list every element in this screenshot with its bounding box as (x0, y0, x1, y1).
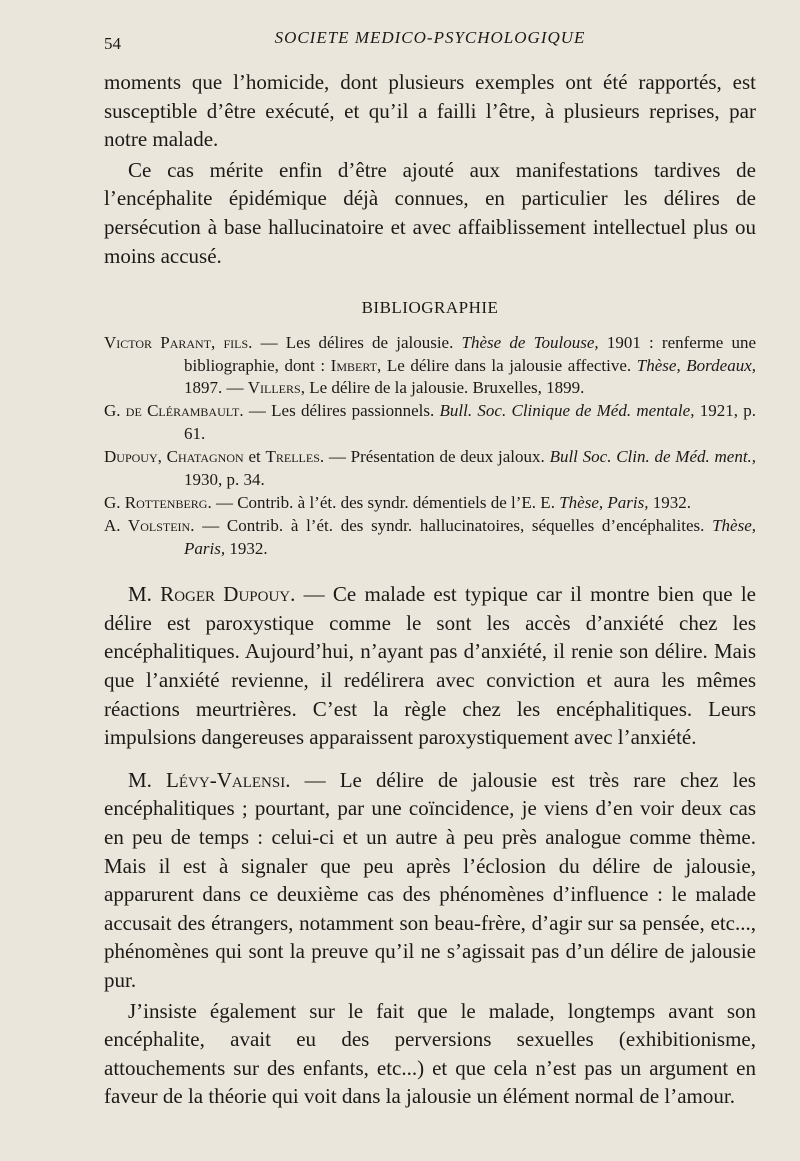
bib-rest: 1901 : renferme une bibliographie, dont : (184, 333, 756, 375)
bib-text: — Les délires de jalousie. (260, 333, 454, 353)
bib-source: Thèse, Paris, (184, 516, 756, 558)
bib-source: Bull Soc. Clin. de Méd. ment., (549, 447, 757, 467)
bib-text: — Contrib. à l’ét. des syndr. démentiels de l’E. E. (215, 493, 555, 512)
body-text (104, 68, 756, 1111)
bib-conjunction: et (248, 447, 261, 467)
discussion-paragraph (104, 997, 756, 1111)
bib-text: — Présentation de deux jaloux. (328, 447, 545, 467)
bib-author: G. de Clérambault. (104, 401, 244, 421)
bibliography-entry (104, 446, 756, 491)
bib-text: — Les délires passionnels. (248, 401, 435, 421)
speaker-text: J’insiste également sur le fait que le malade, longtemps avant son encéphalite, avait eu des perversions sexuelles (exhibitionisme, attouchements sur des enfants, etc...) et que cela n’est pas un argument en faveur de la théorie qui voit dans la jalousie un élément normal de l’amour. (104, 998, 756, 1109)
speaker-text: — Le délire de jalousie est très rare chez les encéphalitiques ; pourtant, par une coïncidence, je viens d’en voir deux cas en peu de temps : celui-ci et un autre à peu près analogue comme thème. Mais il est à signaler que peu après l’éclosion du délire de jalousie, apparurent dans ce deuxième cas des phénomènes d’influence : le malade accusait des étrangers, notamment son beau-frère, d’agir sur sa pensée, etc..., phénomènes qui sont la preuve qu’il ne s’agissait pas d’un délire de jalousie pur. (104, 767, 756, 992)
bibliography-entry (104, 400, 756, 445)
bib-author: Villers, (247, 377, 305, 397)
bibliography-title: BIBLIOGRAPHIE (361, 298, 499, 318)
paragraph-continued: moments que l’homicide, dont plusieurs exemples ont été rapportés, est susceptible d’être exécuté, et qu’il a failli l’être, à plusieurs reprises, par notre malade. (104, 70, 756, 152)
paragraph-conclusion: Ce cas mérite enfin d’être ajouté aux manifestations tardives de l’encéphalite épidémique déjà connues, en particulier les délires de persécution à base hallucinatoire et avec affaiblissement intellectuel plus ou moins accusé. (104, 157, 756, 268)
bib-author: Dupouy, Chatagnon (104, 447, 244, 467)
bib-author: Imbert, (330, 355, 382, 375)
bibliography-entry (104, 492, 756, 514)
bib-text: Le délire dans la jalousie affective. (386, 355, 632, 375)
bib-source: Thèse, Paris, (559, 493, 649, 512)
bib-author: G. Rottenberg. (104, 493, 212, 512)
bib-author: Victor Parant, fils. (104, 333, 253, 353)
bib-rest: 1932. (652, 493, 691, 512)
bib-source: Bull. Soc. Clinique de Méd. mentale, (439, 401, 695, 421)
page-number: 54 (104, 34, 121, 53)
bib-rest: 1930, p. 34. (184, 469, 265, 489)
running-head: SOCIETE MEDICO-PSYCHOLOGIQUE (274, 28, 586, 47)
bibliography-entry (104, 515, 756, 560)
bib-rest: 1932. (229, 538, 268, 558)
bib-text: — Contrib. à l’ét. des syndr. hallucinatoires, séquelles d’encéphalites. (202, 516, 705, 536)
speaker-text: — Ce malade est typique car il montre bien que le délire est paroxystique comme le sont les accès d’anxiété chez les encéphalitiques. Aujourd’hui, n’ayant pas d’anxiété, il renie son délire. Mais que l’anxiété revienne, il redélirera avec conviction et aura les mêmes réactions meurtrières. C’est la règle chez les encéphalitiques. Leurs impulsions dangereuses apparaissent paroxystiquement avec l’anxiété. (104, 582, 756, 750)
discussion-paragraph (104, 766, 756, 995)
bib-text: Le délire de la jalousie. Bruxelles, 1899. (309, 377, 585, 397)
bib-author: A. Volstein. (104, 516, 195, 536)
bib-author: Trelles. (265, 447, 325, 467)
bib-rest: 1897. — (184, 377, 244, 397)
discussion-paragraph (104, 580, 756, 752)
speaker-name: M. Lévy-Valensi. (128, 767, 291, 792)
page-header (104, 26, 756, 56)
bibliography-entry (104, 332, 756, 399)
bib-rest: 1921, p. 61. (184, 401, 757, 443)
bib-source: Thèse de Toulouse, (461, 333, 599, 353)
speaker-name: M. Roger Dupouy. (128, 582, 296, 607)
bib-source: Thèse, Bordeaux, (636, 355, 757, 375)
